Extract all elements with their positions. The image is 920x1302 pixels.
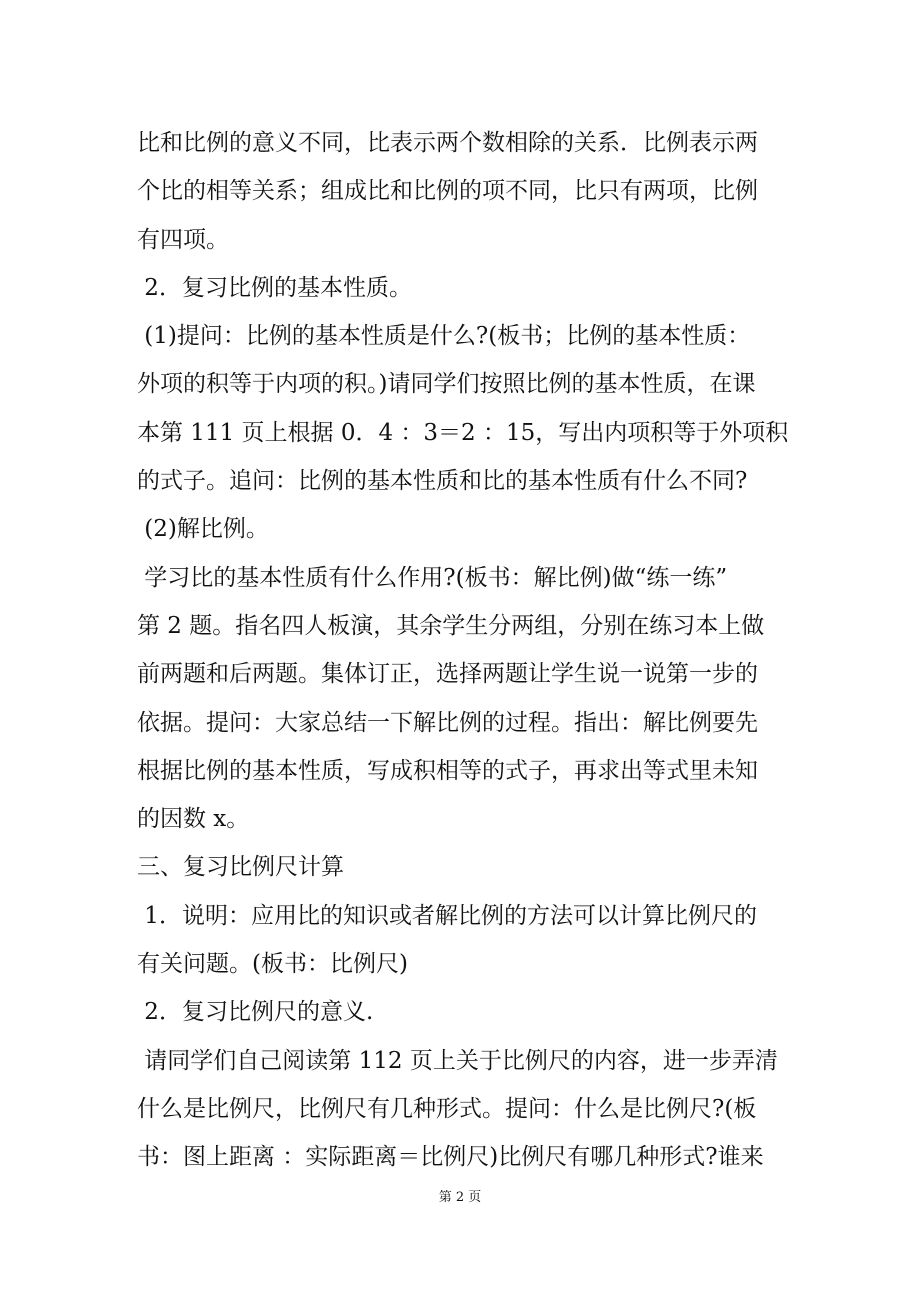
text-line: (2)解比例。	[137, 516, 269, 543]
text-line: 本第 111 页上根据 0．4 ：3＝2 ：15，写出内项积等于外项积	[137, 419, 789, 446]
text-line: 第 2 题。指名四人板演，其余学生分两组，分别在练习本上做	[137, 612, 765, 639]
text-line: 有关问题。(板书：比例尺)	[137, 951, 408, 978]
text-line: 根据比例的基本性质，写成积相等的式子，再求出等式里未知	[137, 757, 758, 784]
text-line: 请同学们自己阅读第 112 页上关于比例尺的内容，进一步弄清	[137, 1047, 778, 1074]
text-line: 2．复习比例尺的意义.	[137, 999, 374, 1026]
page-number: 第 2 页	[438, 1190, 482, 1205]
text-line: 的因数 x。	[137, 806, 250, 833]
text-line: 2．复习比例的基本性质。	[137, 274, 412, 301]
body-text	[137, 119, 797, 1182]
text-line: (1)提问：比例的基本性质是什么?(板书；比例的基本性质：	[137, 323, 751, 350]
text-line: 的式子。追问：比例的基本性质和比的基本性质有什么不同?	[137, 468, 748, 495]
section-heading: 三、复习比例尺计算	[137, 854, 344, 881]
text-line: 个比的相等关系；组成比和比例的项不同，比只有两项，比例	[137, 178, 758, 205]
text-line: 外项的积等于内项的积。)请同学们按照比例的基本性质，在课	[137, 371, 756, 398]
text-line: 书：图上距离 ：实际距离＝比例尺)比例尺有哪几种形式?谁来	[137, 1144, 764, 1171]
text-line: 学习比的基本性质有什么作用?(板书：解比例)做“练一练”	[137, 564, 728, 591]
text-line: 有四项。	[137, 226, 229, 253]
text-line: 前两题和后两题。集体订正，选择两题让学生说一说第一步的	[137, 661, 758, 688]
text-line: 1．说明：应用比的知识或者解比例的方法可以计算比例尺的	[137, 902, 757, 929]
text-line: 什么是比例尺，比例尺有几种形式。提问：什么是比例尺?(板	[137, 1095, 757, 1122]
text-line: 比和比例的意义不同，比表示两个数相除的关系．比例表示两	[137, 130, 758, 156]
text-line: 依据。提问：大家总结一下解比例的过程。指出：解比例要先	[137, 709, 758, 736]
